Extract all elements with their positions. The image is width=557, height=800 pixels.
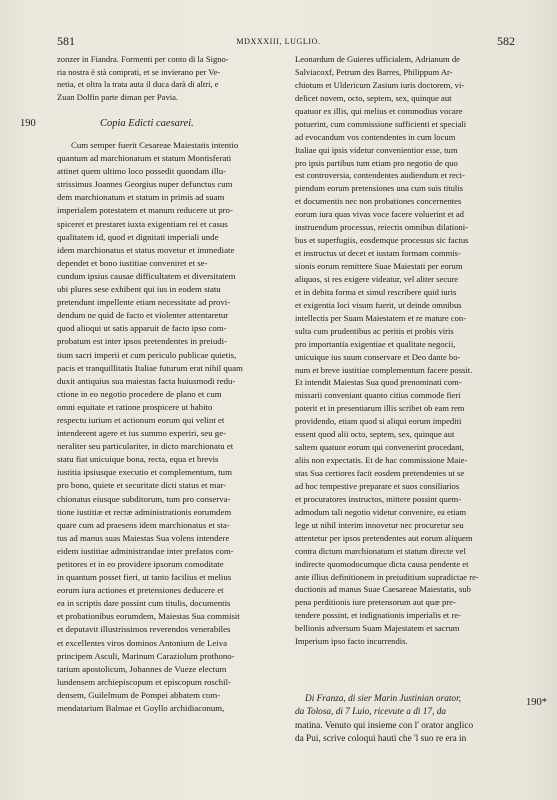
text-line: chiotum et Uldericum Zasium iuris doctorem, vi- [295, 79, 465, 90]
text-line: ad hoc tempestive preparare et suos consiliarios [295, 480, 460, 491]
text-line: ea in scriptis dare possint cum titulis, documentis [57, 598, 231, 609]
text-line: tium sacri imperii et cum periculo publicae quietis, [57, 349, 237, 360]
text-line: da Tolosa, di 7 Luio, ricevute a dì 17, da [295, 707, 446, 718]
text-line: et excellentes viros dominos Antonium de Leiva [57, 637, 228, 648]
text-line: omni equitate et ratione prospicere ut habito [57, 401, 213, 412]
text-line: indirecte quomodocumque dicta causa pendente et [295, 558, 469, 569]
text-line: tendere possint, et indignationis imperialis et re- [295, 610, 461, 621]
text-line: intenderent agere et ius summo experiri, seu ge- [57, 428, 227, 439]
text-line: potuerint, cum commissione sufficienti et speciali [295, 118, 467, 129]
text-line: tione iustitiæ et rectæ administrationis eorumdem [57, 506, 232, 517]
text-line: pretendunt impellente etiam necessitate ad provi- [57, 297, 231, 308]
text-line: num et breve iustitiae complementum facere possit. [295, 364, 473, 375]
text-line: Zuan Dolfin parte diman per Pavia. [57, 91, 179, 102]
text-line: ad evocandum vos contendentes in cum locum [295, 131, 456, 142]
text-line: quantum ad marchionatum et statum Montisferati [57, 153, 232, 164]
text-line: ctione in eo negotio procedere de plano et cum [57, 388, 222, 399]
text-line: piendum eorum pretensiones una cum suis titulis [295, 183, 464, 194]
text-line: spiceret et prestaret iuxta exigentiam rei et casus [57, 218, 228, 229]
text-line: principem Asculi, Marinum Caraziolum prothono- [57, 650, 235, 661]
text-line: tus ad manus suas Maiestas Sua volens intendere [57, 532, 230, 543]
text-line: eidem iustitiae administrandae inter prefatos com- [57, 545, 234, 556]
text-line: et probationibus eorumdem, Maiestas Sua commisit [57, 611, 240, 622]
text-line: Et intendit Maiestas Sua quod prenominati com- [295, 377, 462, 388]
text-line: dependet et bono iustitiae conveniret et se- [57, 257, 208, 268]
text-line: instruendum processus, reiectis omnibus dilationi- [295, 222, 469, 233]
text-line: quod alioqui ut satis apparuit de facto ipso com- [57, 323, 227, 334]
text-line: et procuratores instructos, mittere possint quem- [295, 493, 462, 504]
text-line: probatum est inter ipsos pretendentes in preiudi- [57, 336, 228, 347]
text-line: eorum iura quas vivas voce facere voluerint et ad [295, 209, 464, 220]
page-number-left: 581 [57, 34, 75, 48]
running-title: MDXXXIII, LUGLIO. [236, 37, 321, 46]
text-line: attinet quem ultimo loco possedit quondam illu- [57, 166, 227, 177]
text-line: imperialem potestatem et manum reducere ut pro- [57, 205, 233, 216]
text-line: Imperium ipso facto incurrendis. [295, 636, 408, 647]
text-line: da Pui, scrive coloqui hauti che 'l suo re era in [295, 734, 467, 745]
text-line: chionatus eiusque subditorum, tum pro conserva- [57, 493, 231, 504]
text-line: et instructus ut decet et iustam formam commis- [295, 248, 461, 259]
text-line: et in debita forma et simul rescribere quid iuris [295, 286, 457, 297]
text-line: providendo, etiam quod si aliqui eorum impediti [295, 416, 462, 427]
text-line: Italiae qui ipsis videtur convenientior esse, tum [295, 144, 458, 155]
text-line: delicet novem, octo, septem, sex, quinque aut [295, 92, 452, 103]
text-line: pro bono, quiete et securitate dicti status et mar- [57, 480, 227, 491]
document-number: 190* [526, 697, 547, 708]
text-line: mendatarium Balmae et Goyllo archidiaconum, [57, 703, 225, 714]
text-line: unicuique ius suum conservare et Deo dante bo- [295, 351, 461, 362]
text-line: sionis eorum remittere Suae Maiestati per eorum [295, 261, 463, 271]
text-line: quatuor ex illis, qui melius et commodius vocare [295, 105, 463, 116]
text-line: Leonardum de Guieres ufficialem, Adrianum de [295, 54, 460, 64]
text-line: respectu iurium et actionum eorum qui velint et [57, 414, 225, 425]
text-line: petitores et in eo providere ipsorum comoditate [57, 559, 224, 569]
text-line: contra dictum marchionatum et statum directe vel [295, 545, 466, 556]
text-line: sulta cum prudentibus ac peritis et probis viris [295, 325, 454, 336]
text-line: eorum iura actiones et pretensiones deducere et [57, 585, 224, 596]
text-line: admodum tali negotio videtur convenire, ea etiam [295, 506, 467, 517]
text-line: est controversia, contendentes audiendum et reci- [295, 170, 465, 181]
text-line: pena perditionis iure pretensorum aut quæ pre- [295, 597, 456, 608]
text-line: ubi plures sese exhibent qui ius in eodem statu [57, 284, 221, 295]
text-line: pro ipsis partibus tum etiam pro negotio de quo [295, 157, 458, 168]
text-line: Salviacoxf, Petrum des Barres, Philippum Ar- [295, 66, 453, 77]
text-line: dem marchionatum et statum in primis ad suam [57, 192, 225, 203]
text-line: et deputavit illustrissimos reverendos venerabiles [57, 624, 231, 635]
text-line: netia, et oltra la trata auta il duca darà di altri, e [57, 79, 219, 90]
text-line: ante illius definitionem in preiuditium supradictae re- [295, 571, 479, 582]
text-line: attentetur per ipsos pretendentes aut eorum aliquem [295, 532, 473, 543]
text-line: aliquos, si res exigere videatur, vel aliter secure [295, 273, 459, 284]
text-line: cundum ipsius causae difficultatem et diversitatem [57, 270, 236, 281]
text-line: et exigentia loci visum fuerit, ut deinde omnibus [295, 299, 462, 310]
document-number: 190 [20, 118, 36, 129]
page-number-right: 582 [497, 34, 515, 48]
edict-left-column [57, 139, 282, 715]
text-line: saltem quatuor eorum qui convenerint procedant, [295, 442, 464, 453]
text-line: Cum semper fuerit Cesareae Maiestatis intentio [71, 140, 239, 150]
edict-right-column [295, 53, 520, 648]
text-line: ria nostra è stà comprati, et se invierano per Ve- [57, 66, 221, 77]
text-line: matina. Venuto qui insieme con l' orator anglico [295, 720, 474, 731]
text-line: intellectis per Suam Maiestatem et re mature con- [295, 312, 467, 323]
text-line: ductionis ad manus Suae Caesareae Maiestatis, sub [295, 584, 471, 595]
section-heading: Copia Edicti caesarei. [100, 118, 194, 129]
text-line: poterit et in presentiarum illis scribet ob eam rem [295, 403, 465, 414]
text-line: tarium apostolicum, Johannes de Vueze electum [57, 663, 227, 674]
text-line: neraliter seu particulariter, in dicto marchionatu et [57, 441, 234, 452]
text-line: et documentis nec non probationes concernentes [295, 196, 462, 207]
text-line: pro importantia exigentiae et qualitate negocii, [295, 338, 456, 349]
text-line: bus et superfugiis, eosdemque processus sic factus [295, 235, 469, 246]
text-line: missarii conveniant quanto citius commode fieri [295, 390, 461, 401]
text-line: quare cum ad praesens idem marchionatus et sta- [57, 519, 230, 530]
text-line: in quantum posset fieri, ut tanto facilius et melius [57, 572, 232, 583]
left-column [57, 53, 282, 103]
text-line: statu fiat unicuique bona, recta, equa et brevis [57, 454, 219, 465]
text-line: bellionis adversum Suam Majestatem et sacrum [295, 623, 460, 634]
text-line: lege ut nihil interim innovetur nec procuretur seu [295, 519, 464, 530]
text-line: strissimus Joannes Georgius nuper defunctus cum [57, 179, 233, 190]
text-line: essent quod alii octo, septem, sex, quinque aut [295, 429, 455, 440]
text-line: iustitia ipsiusque executio et complementum, tum [57, 467, 232, 478]
text-line: stas Sua certiores facit eosdem pretendentes ut se [295, 468, 465, 478]
text-line: lundensem archiepiscopum et episcopum roschil- [57, 676, 231, 687]
text-line: zonzer in Fiandra. Formenti per conto di la Signo- [57, 54, 229, 64]
text-line: dendum ne quid de facto et violenter attentaretur [57, 310, 229, 321]
text-line: Di Franza, di sier Marin Justinian orator, [305, 694, 461, 704]
text-line: densem, Guilelmum de Pompei abbatem com- [57, 689, 221, 700]
text-line: duxit antiquius sua maiestas facta huiusmodi redu- [57, 375, 236, 386]
text-line: aliis non expectatis. Et de hac commissione Maie- [295, 455, 468, 466]
text-line: pacis et tranquillitatis Italiae futurum erat nihil quam [57, 362, 243, 373]
text-line: qualitatem id, quod et dignitati imperiali unde [57, 231, 219, 242]
letter-paragraph [295, 693, 520, 747]
text-line: idem marchionatus et status movetur et immediate [57, 244, 235, 255]
